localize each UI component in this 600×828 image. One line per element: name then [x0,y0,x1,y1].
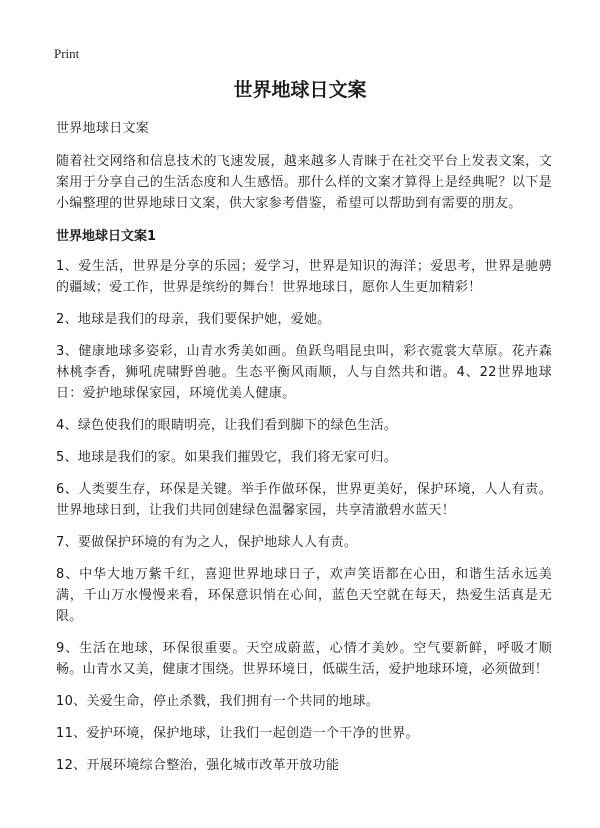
article-content [56,118,552,787]
list-item: 8、中华大地万紫千红，喜迎世界地球日子，欢声笑语都在心田，和谐生活永远美满，千山万水慢慢来看，环保意识悄在心间，蓝色天空就在每天，热爱生活真是无限。 [56,567,552,624]
item-list [56,256,552,776]
print-link[interactable]: Print [54,46,80,61]
intro-paragraph: 随着社交网络和信息技术的飞速发展，越来越多人青睐于在社交平台上发表文案，文案用于分享自己的生活态度和人生感悟。那什么样的文案才算得上是经典呢？以下是小编整理的世界地球日文案，供大家参考借鉴，希望可以帮助到有需要的朋友。 [56,154,552,211]
article-subtitle: 世界地球日文案 [56,121,150,136]
section-heading: 世界地球日文案1 [56,229,157,244]
list-item: 9、生活在地球，环保很重要。天空成蔚蓝，心情才美妙。空气要新鲜，呼吸才顺畅。山青水又美，健康才围绕。世界环境日，低碳生活，爱护地球环境，必须做到！ [56,641,552,677]
list-item: 3、健康地球多姿彩，山青水秀美如画。鱼跃鸟唱昆虫叫，彩衣霓裳大草原。花卉森林桃李香，狮吼虎啸野兽驰。生态平衡风雨顺，人与自然共和谐。4、22世界地球日：爱护地球保家园，环境优美人健康。 [56,344,552,401]
list-item: 12、开展环境综合整治，强化城市改革开放功能 [56,758,340,773]
list-item: 4、绿色使我们的眼睛明亮，让我们看到脚下的绿色生活。 [56,418,398,433]
list-item: 10、关爱生命，停止杀戮，我们拥有一个共同的地球。 [56,694,380,709]
list-item: 7、要做保护环境的有为之人，保护地球人人有责。 [56,535,358,550]
list-item: 5、地球是我们的家。如果我们摧毁它，我们将无家可归。 [56,450,398,465]
page-title: 世界地球日文案 [233,79,367,101]
list-item: 2、地球是我们的母亲，我们要保护她，爱她。 [56,312,331,327]
list-item: 6、人类要生存，环保是关键。举手作做环保，世界更美好，保护环境，人人有责。世界地球日到，让我们共同创建绿色温馨家园，共享清澈碧水蓝天！ [56,482,552,518]
list-item: 11、爱护环境，保护地球，让我们一起创造一个干净的世界。 [56,726,419,741]
list-item: 1、爱生活，世界是分享的乐园；爱学习，世界是知识的海洋；爱思考，世界是驰骋的疆域；爱工作，世界是缤纷的舞台！世界地球日，愿你人生更加精彩！ [56,259,552,295]
